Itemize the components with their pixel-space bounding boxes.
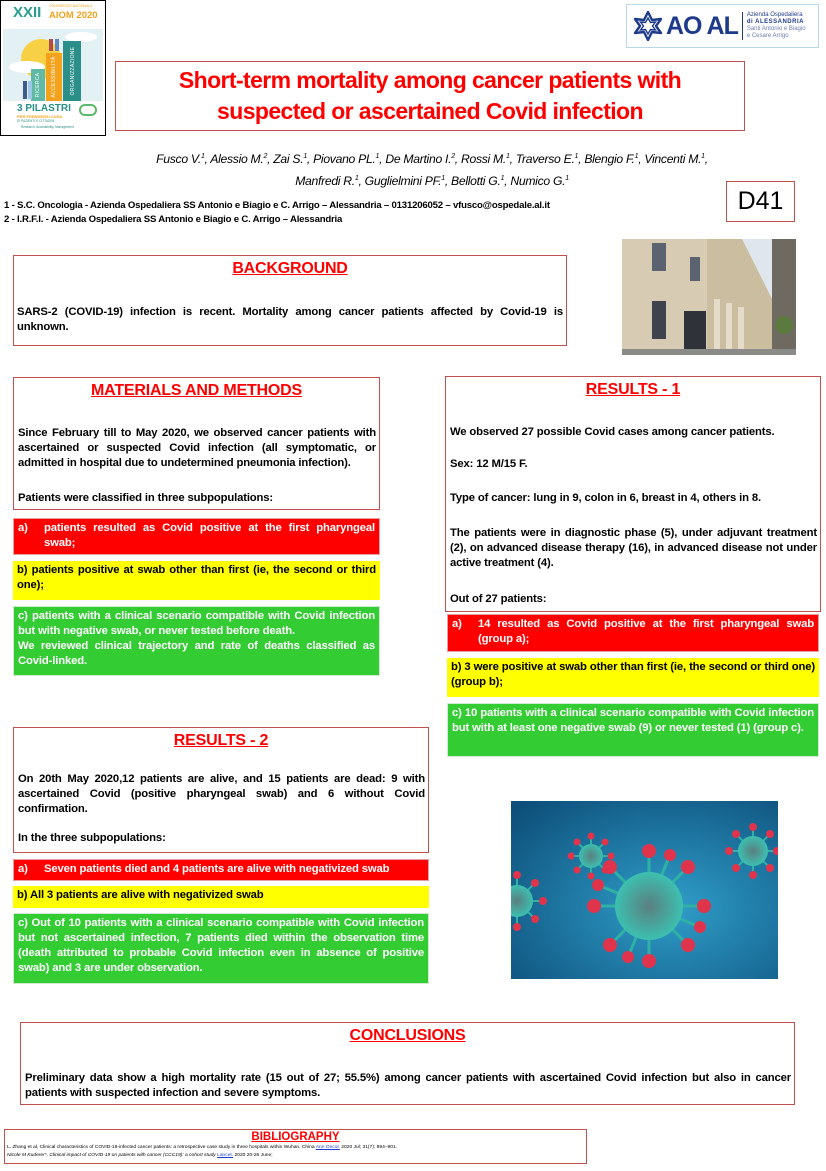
- results1-section: [445, 376, 821, 612]
- author-affiliation: 1: [634, 153, 639, 160]
- author: Traverso E.$^1$,: [515, 152, 585, 167]
- results2-subpop: In the three subpopulations:: [18, 832, 166, 844]
- group-text: 14 resulted as Covid positive at the first pharyngeal swab (group a);: [478, 618, 814, 645]
- congress-roman: XXII: [13, 4, 42, 21]
- results1-out-of: Out of 27 patients:: [450, 593, 547, 605]
- background-title: BACKGROUND: [232, 260, 348, 277]
- affiliation-2: 2 - I.R.F.I. - Azienda Ospedaliera SS Antonio e Biagio e C. Arrigo – Alessandria: [4, 214, 343, 225]
- results2-section: [13, 727, 429, 853]
- star-icon: [633, 11, 663, 41]
- author-name: Blengio F.: [584, 152, 635, 167]
- author-name: Fusco V.: [156, 152, 201, 167]
- congress-name: AIOM 2020: [49, 10, 98, 21]
- methods-title: MATERIALS AND METHODS: [91, 382, 302, 399]
- hospital-line-1: Azienda Ospedaliera: [746, 12, 803, 19]
- group-label: c): [452, 707, 462, 719]
- virus-illustration: [511, 801, 778, 979]
- congress-tagline: 3 PILASTRI: [17, 103, 71, 114]
- congress-subtitle: CONGRESSO NAZIONALE: [49, 4, 93, 8]
- group-text: 3 were positive at swab other than first (ie, the second or third one) (group b);: [451, 661, 815, 688]
- reference-2: [5, 1152, 586, 1160]
- congress-footer: Research, Accessibility, Management: [21, 125, 74, 129]
- author-name: Bellotti G.: [451, 174, 501, 189]
- conclusions-title: CONCLUSIONS: [349, 1027, 466, 1044]
- group-label: a): [452, 618, 462, 630]
- hospital-mark: AO AL: [666, 11, 738, 40]
- author-name: Vincenti M.: [644, 152, 702, 167]
- title-line-1: Short-term mortality among cancer patients with: [178, 67, 682, 93]
- author: Fusco V.$^1$,: [156, 152, 211, 167]
- affiliations: [4, 199, 550, 227]
- results1-cases: We observed 27 possible Covid cases among cancer patients.: [450, 426, 775, 438]
- hospital-line-2: di ALESSANDRIA: [746, 19, 804, 26]
- reference-link[interactable]: Ann Oncol.: [315, 1145, 340, 1150]
- methods-group-a: [13, 518, 380, 555]
- group-label: b): [451, 661, 462, 673]
- hospital-building-photo: [622, 239, 796, 355]
- bibliography-section: [4, 1129, 587, 1164]
- methods-text: Since February till to May 2020, we observed cancer patients with ascertained or suspected Covid infection (all symptomatic, or admitted in hospital due to undetermined pneumonia infection).: [18, 427, 376, 469]
- results1-group-c: [447, 703, 819, 757]
- methods-section: [13, 377, 380, 510]
- group-label: a): [18, 522, 28, 534]
- background-section: [13, 255, 567, 346]
- building-image: [622, 239, 796, 355]
- author-name: Alessio M.: [210, 152, 264, 167]
- title-box: [115, 61, 745, 131]
- results1-sex: Sex: 12 M/15 F.: [450, 458, 528, 470]
- reference-text: 2020 20-26 June;: [233, 1153, 273, 1158]
- hospital-line-3: Santi Antonio e Biagio: [746, 26, 806, 32]
- group-text: patients with a clinical scenario compatible with Covid infection but with negative swab, or never tested before death.: [18, 610, 375, 637]
- results1-group-b: [447, 658, 819, 697]
- results2-group-a: [13, 859, 429, 881]
- poster-code: D41: [726, 181, 795, 222]
- aiom-mark-icon: [79, 104, 97, 116]
- author: Guglielmini PF.$^1$,: [364, 174, 452, 189]
- results1-phases: The patients were in diagnostic phase (5), under adjuvant treatment (2), on advanced disease therapy (16), in advanced disease not under active treatment (4).: [450, 527, 817, 569]
- group-text: Seven patients died and 4 patients are alive with negativized swab: [44, 863, 390, 875]
- group-text: All 3 patients are alive with negativized swab: [29, 889, 264, 901]
- conclusions-section: [20, 1022, 795, 1105]
- congress-logo: [0, 0, 106, 136]
- bibliography-title: BIBLIOGRAPHY: [251, 1131, 340, 1143]
- hospital-line-4: e Cesare Arrigo: [746, 32, 789, 39]
- author: Piovano PL.$^1$,: [313, 152, 386, 167]
- results2-group-b: [13, 886, 429, 908]
- author-affiliation: 1: [500, 175, 505, 183]
- congress-tagline-sub2: DI PAZIENTI E CITTADINI: [17, 119, 55, 123]
- author: Vincenti M.$^1$,: [644, 152, 708, 167]
- author: Alessio M.$^2$,: [210, 152, 274, 167]
- author-affiliation: 1: [441, 175, 445, 183]
- author: De Martino I.$^2$,: [385, 152, 461, 167]
- pillar-label-accessibilita: ACCESSIBILITÀ: [51, 56, 57, 98]
- group-text: patients positive at swab other than first (ie, the second or third one);: [17, 564, 376, 591]
- results2-group-c: [13, 913, 429, 984]
- methods-group-c: [13, 606, 380, 676]
- logo-divider: [742, 12, 743, 40]
- pillar-label-ricerca: RICERCA: [35, 72, 41, 98]
- author-affiliation: 2: [451, 153, 455, 160]
- author-name: Manfredi R.: [295, 174, 355, 189]
- author-name: Traverso E.: [515, 152, 575, 167]
- author: Rossi M.$^1$,: [460, 152, 516, 167]
- author-affiliation: 1: [375, 153, 380, 160]
- methods-classified: Patients were classified in three subpopulations:: [18, 492, 274, 504]
- background-text: SARS-2 (COVID-19) infection is recent. Mortality among cancer patients affected by Covid-19 is unknown.: [17, 306, 563, 333]
- author-list: [112, 147, 752, 191]
- author-affiliation: 1: [303, 153, 307, 160]
- author-name: Piovano PL.: [313, 152, 376, 167]
- group-label: b): [17, 564, 28, 576]
- author-name: Zai S.: [273, 152, 304, 167]
- results1-title: RESULTS - 1: [585, 381, 681, 398]
- reference-1: [5, 1144, 586, 1152]
- group-label: c): [18, 917, 28, 929]
- author: [510, 174, 568, 188]
- results2-title: RESULTS - 2: [173, 732, 269, 749]
- congress-tagline-sub: PER PRENDERSI CURA: [17, 114, 63, 119]
- reference-text: 2020 Jul; 31(7): 894–901.: [339, 1145, 398, 1150]
- author-name: Rossi M.: [460, 152, 506, 167]
- title-line-2: suspected or ascertained Covid infection: [217, 98, 643, 124]
- author-affiliation: 1: [565, 175, 569, 183]
- poster-title: [116, 62, 744, 127]
- reference-link[interactable]: Lancet.: [217, 1153, 234, 1158]
- group-text: Out of 10 patients with a clinical scenario compatible with Covid infection but not ascertained infection, 7 patients died within the observation time (death attributed to probable Covid infection even in absence of positive swab) and 3 are under observation.: [18, 917, 424, 974]
- author-affiliation: 1: [200, 153, 205, 160]
- author-name: De Martino I.: [385, 152, 452, 167]
- group-label: b): [17, 889, 28, 901]
- group-label: a): [18, 863, 28, 875]
- conclusions-text: Preliminary data show a high mortality rate (15 out of 27; 55.5%) among cancer patients with ascertained Covid infection but also in cancer patients with suspected infection and severe symptoms.: [25, 1072, 791, 1099]
- pillar-label-organizzazione: ORGANIZZAZIONE: [70, 46, 76, 96]
- results1-cancer-types: Type of cancer: lung in 9, colon in 6, breast in 4, others in 8.: [450, 492, 761, 504]
- reference-text: Nicole M Kuderer*, Clinical impact of COVID-19 on patients with cancer (CCC19): a cohort study: [7, 1153, 218, 1158]
- hospital-logo: [626, 4, 819, 48]
- author: Bellotti G.$^1$,: [451, 174, 511, 189]
- author-affiliation: 1: [505, 153, 510, 160]
- group-label: c): [18, 610, 28, 622]
- affiliation-1: 1 - S.C. Oncologia - Azienda Ospedaliera SS Antonio e Biagio e C. Arrigo – Alessandria – 0131206052 – vfusco@ospedale.al.it: [4, 200, 550, 211]
- author: Manfredi R.$^1$,: [295, 174, 365, 189]
- author: Zai S.$^1$,: [273, 152, 314, 167]
- methods-group-b: [13, 561, 380, 600]
- results1-group-a: [447, 614, 819, 652]
- author-affiliation: 1: [574, 153, 579, 160]
- results2-text: On 20th May 2020,12 patients are alive, and 15 patients are dead: 9 with ascertained Covid (positive pharyngeal swab) and 6 without Covid confirmation.: [18, 773, 425, 815]
- coronavirus-image: [511, 801, 778, 979]
- group-text: patients resulted as Covid positive at the first pharyngeal swab;: [44, 522, 375, 549]
- author: Blengio F.$^1$,: [584, 152, 645, 167]
- author-affiliation: 1: [701, 153, 705, 160]
- author-affiliation: 2: [263, 153, 268, 160]
- group-text: 10 patients with a clinical scenario compatible with Covid infection but with at least one negative swab (9) or never tested (1) (group c).: [452, 707, 814, 734]
- author-affiliation: 1: [354, 175, 359, 183]
- hospital-name: [747, 12, 806, 39]
- author-name: Guglielmini PF.: [364, 174, 442, 189]
- methods-reviewed: We reviewed clinical trajectory and rate of deaths classified as Covid-linked.: [18, 640, 375, 667]
- author-name: Numico G.: [510, 174, 566, 189]
- reference-text: L. Zhang et al, Clinical characteristics of COVID-19-infected cancer patients: a retrospective case study in three hospitals within Wuhan, China: [7, 1145, 316, 1150]
